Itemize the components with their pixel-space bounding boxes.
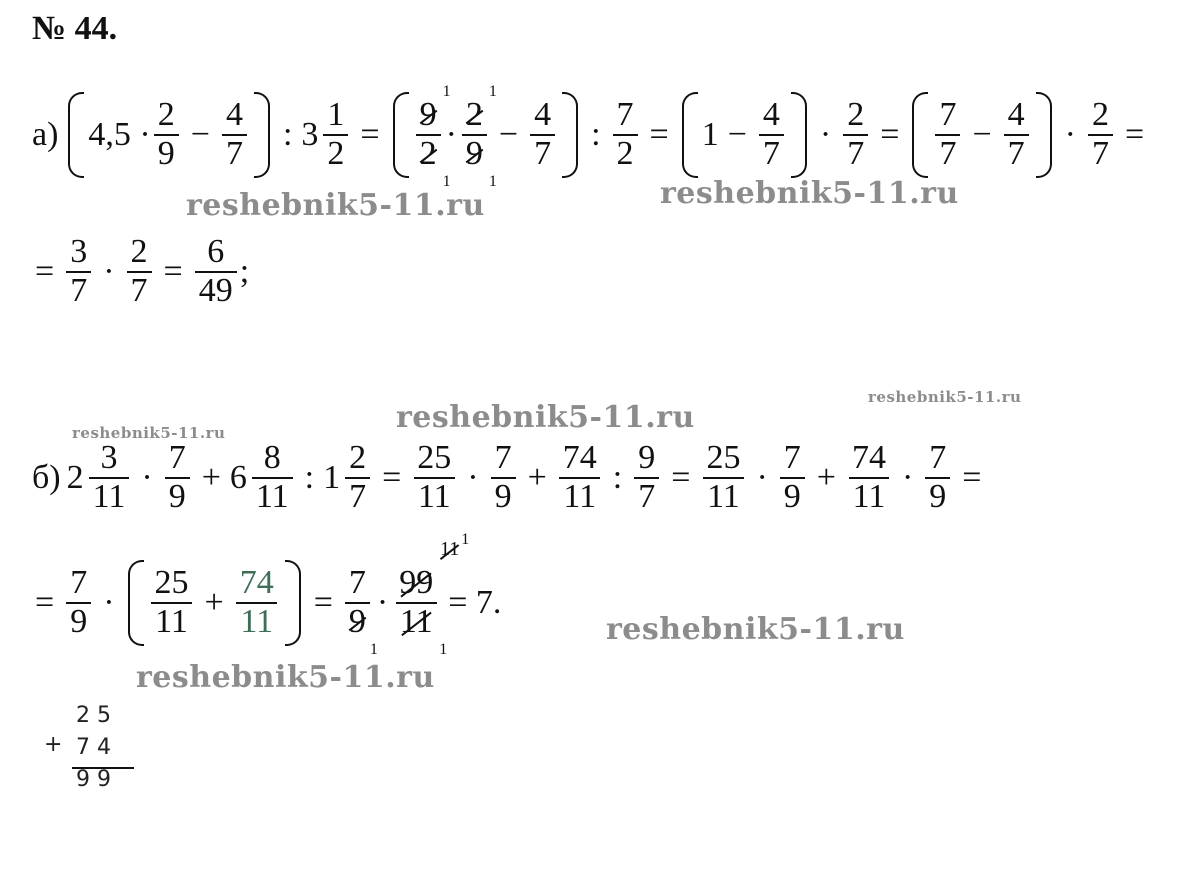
paren (562, 92, 578, 178)
fraction: $\frac{2}{7}$ (127, 234, 152, 309)
dot-sign: · (756, 458, 768, 496)
fraction: $\frac{7}{2}$ (613, 97, 638, 172)
fraction: $\frac{4}{7}$ (759, 97, 784, 172)
divide-sign: : (612, 458, 623, 496)
equals-sign: = (1124, 116, 1145, 153)
fraction: $\frac{25}{11}$ (151, 565, 193, 640)
fraction: $\frac{7}{9}$ (66, 565, 91, 640)
dot-sign: · (141, 458, 153, 496)
minus-sign: − (190, 116, 210, 153)
plus-sign: + (44, 732, 63, 757)
dot-sign: · (445, 116, 457, 153)
fraction-cancelled: 7 9 1 (345, 565, 370, 640)
fraction: $\frac{4}{7}$ (222, 97, 247, 172)
dot-sign: · (376, 584, 389, 621)
divide-sign: : (591, 116, 601, 153)
paren (393, 92, 409, 178)
plus-sign: + (201, 458, 221, 496)
equals-sign: = (163, 252, 183, 290)
watermark: reshebnik5-11.ru (136, 660, 435, 695)
paren (791, 92, 807, 178)
equals-sign: = (313, 584, 333, 621)
divide-sign: : (304, 458, 315, 496)
fraction: $\frac{25}{11}$ (413, 440, 455, 515)
decimal-term: 4,5 · (88, 116, 151, 153)
fraction: $\frac{7}{7}$ (935, 97, 960, 172)
part-a-row2 (26, 234, 249, 309)
fraction: $\frac{7}{9}$ (491, 440, 516, 515)
equals-sign: = (35, 584, 55, 621)
paren (1036, 92, 1052, 178)
dot-sign: · (103, 252, 115, 290)
fraction: $\frac{4}{7}$ (1004, 97, 1029, 172)
paren (128, 560, 144, 646)
equals-sign: = (649, 116, 669, 153)
fraction: $\frac{7}{9}$ (925, 440, 950, 515)
part-a-label: а) (32, 116, 59, 153)
sum: 9 9 (76, 767, 111, 792)
result: = 7. (448, 584, 502, 621)
watermark: reshebnik5-11.ru (186, 188, 485, 223)
fraction-highlighted: $\frac{74}{11}$ (236, 565, 278, 640)
equals-sign: = (880, 116, 900, 153)
fraction-cancelled: 99 11 11 1 1 (395, 565, 437, 640)
minus-sign: − (972, 116, 992, 153)
paren (68, 92, 84, 178)
fraction: $\frac{7}{9}$ (780, 440, 805, 515)
equals-sign: = (671, 458, 691, 496)
fraction: $\frac{2}{7}$ (843, 97, 868, 172)
fraction: $\frac{9}{7}$ (634, 440, 659, 515)
part-b-label: б) (32, 458, 61, 496)
integer: 1 (701, 116, 719, 153)
plus-sign: + (527, 458, 547, 496)
dot-sign: · (103, 584, 115, 621)
equals-sign: = (360, 116, 380, 153)
watermark: reshebnik5-11.ru (868, 388, 1022, 406)
column-addition (76, 700, 111, 796)
mixed-number: 3 $\frac{1}{2}$ (301, 97, 351, 172)
watermark: reshebnik5-11.ru (72, 424, 226, 442)
semicolon: ; (239, 252, 250, 290)
fraction: $\frac{74}{11}$ (559, 440, 601, 515)
part-a-row1 (32, 83, 1153, 191)
fraction-cancelled: 9 2 1 1 (416, 97, 441, 172)
addend-1: 2 5 (76, 703, 111, 728)
minus-sign: − (498, 116, 519, 153)
dot-sign: · (901, 458, 914, 496)
dot-sign: · (467, 458, 479, 496)
watermark: reshebnik5-11.ru (660, 176, 959, 211)
minus-sign: − (727, 116, 747, 153)
problem-number: № 44. (32, 10, 118, 47)
fraction: $\frac{25}{11}$ (702, 440, 744, 515)
mixed-number: 1 $\frac{2}{7}$ (323, 440, 373, 515)
paren (912, 92, 928, 178)
paren (682, 92, 698, 178)
fraction: $\frac{2}{9}$ (154, 97, 179, 172)
fraction: $\frac{4}{7}$ (530, 97, 555, 172)
paren (285, 560, 301, 646)
equals-sign: = (962, 458, 982, 496)
watermark: reshebnik5-11.ru (396, 400, 695, 435)
equals-sign: = (382, 458, 402, 496)
fraction: $\frac{74}{11}$ (848, 440, 890, 515)
dot-sign: · (819, 116, 832, 153)
paren (254, 92, 270, 178)
divide-sign: : (282, 116, 293, 153)
fraction: $\frac{7}{9}$ (165, 440, 190, 515)
fraction: $\frac{6}{49}$ (195, 234, 237, 309)
fraction-cancelled: 2 9 1 1 (462, 97, 487, 172)
fraction: $\frac{3}{7}$ (66, 234, 91, 309)
equals-sign: = (35, 252, 55, 290)
dot-sign: · (1064, 116, 1076, 153)
addend-2: 7 4 (76, 735, 111, 760)
plus-sign: + (816, 458, 836, 496)
sum-line (72, 767, 134, 769)
mixed-number: 2 $\frac{3}{11}$ (67, 440, 133, 515)
fraction: $\frac{2}{7}$ (1088, 97, 1113, 172)
part-b-row1 (32, 440, 990, 515)
mixed-number: 6 $\frac{8}{11}$ (230, 440, 296, 515)
part-b-row2 (26, 531, 502, 659)
watermark: reshebnik5-11.ru (606, 612, 905, 647)
plus-sign: + (204, 584, 224, 621)
